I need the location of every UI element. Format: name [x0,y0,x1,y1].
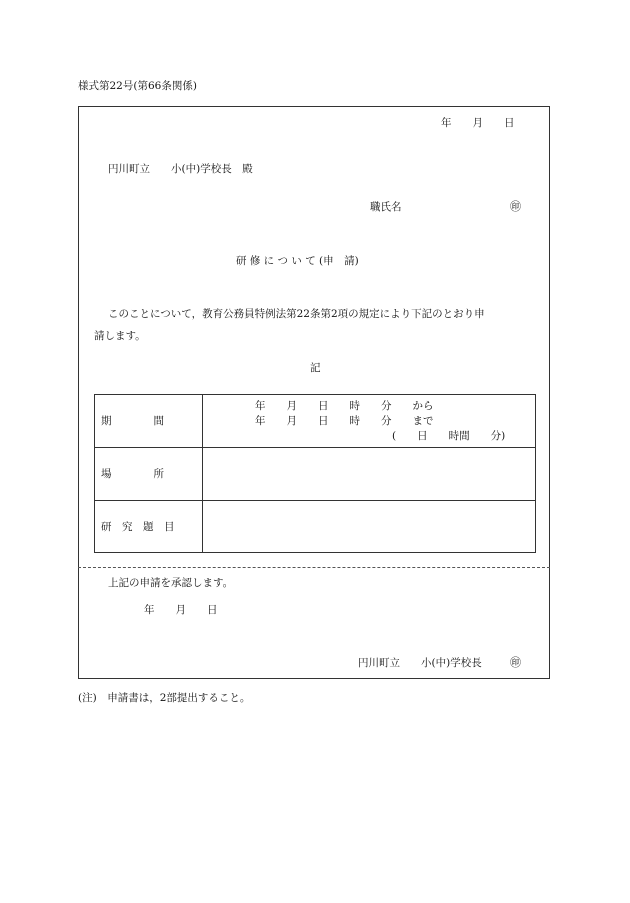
approver-seal-icon: ㊞ [510,656,521,669]
table-column-divider [202,395,203,552]
details-table [94,394,536,553]
place-label: 場 所 [101,468,164,480]
table-row-divider [95,500,535,501]
period-label: 期 間 [101,415,164,427]
period-duration: ( 日 時間 分) [392,430,506,442]
period-start: 年 月 日 時 分 から [255,400,434,412]
ki-heading: 記 [310,362,321,374]
approver: 円川町立 小(中)学校長 [358,657,482,669]
approval-date: 年 月 日 [144,604,218,616]
form-frame [78,106,550,679]
dashed-separator [78,567,550,568]
form-number: 様式第22号(第66条関係) [78,80,197,92]
application-date: 年 月 日 [441,117,515,129]
approval-text: 上記の申請を承認します。 [108,577,234,589]
period-end: 年 月 日 時 分 まで [255,415,434,427]
form-title: 研 修 に つ い て (申 請) [236,255,359,267]
table-row-divider [95,447,535,448]
seal-icon: ㊞ [510,200,521,213]
body-text-line2: 請します。 [94,330,146,342]
footnote: (注) 申請書は，2部提出すること。 [78,692,251,704]
body-text-line1: このことについて，教育公務員特例法第22条第2項の規定により下記のとおり申 [108,308,485,320]
addressee: 円川町立 小(中)学校長 殿 [108,163,253,175]
topic-label: 研 究 題 目 [101,521,175,533]
applicant-label: 職氏名 [370,201,402,213]
